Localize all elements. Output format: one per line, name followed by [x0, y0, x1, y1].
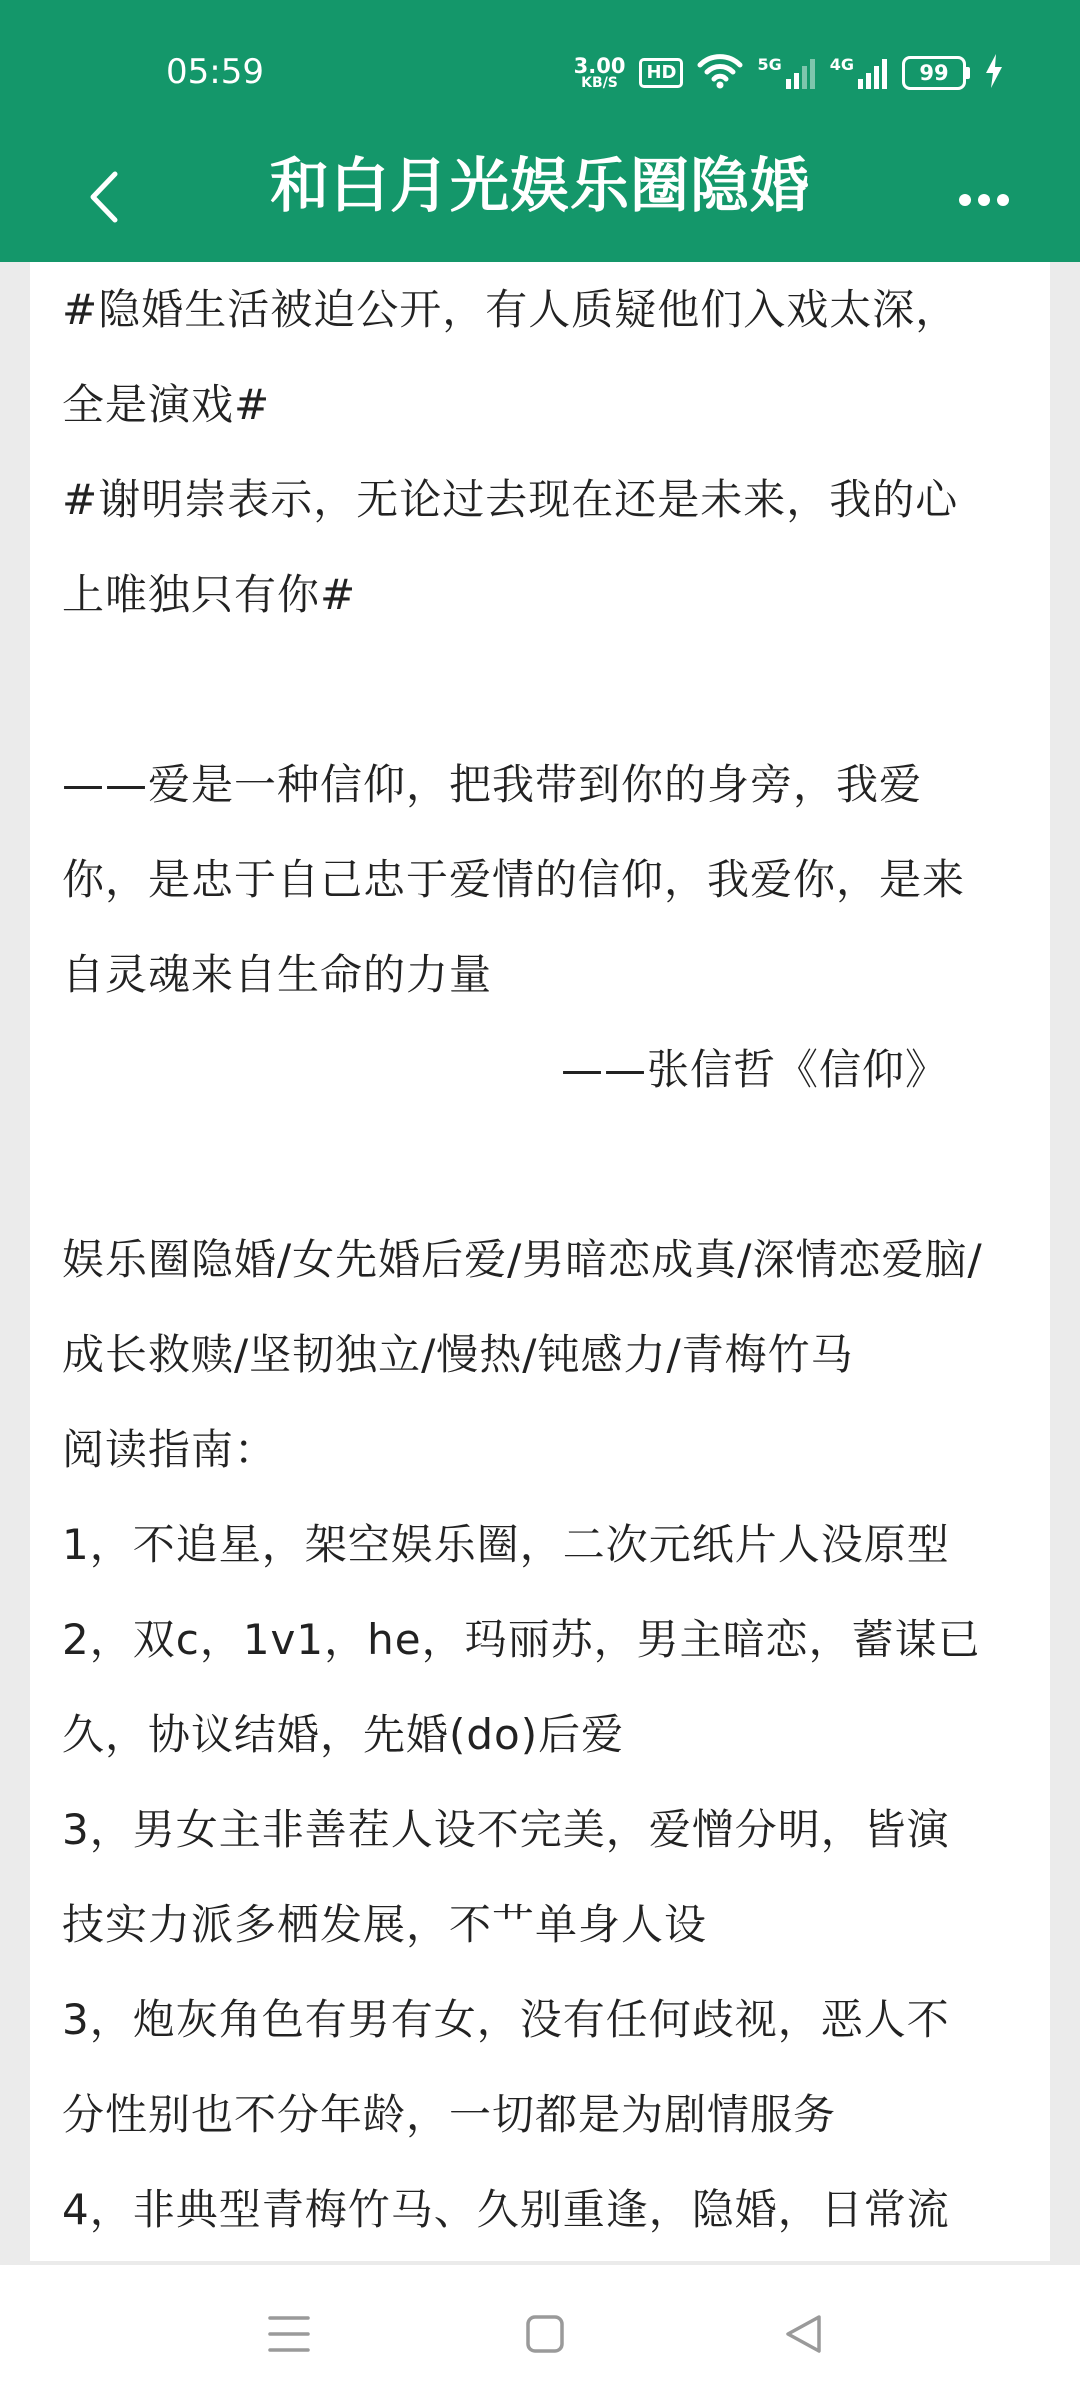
- back-button[interactable]: [72, 160, 136, 234]
- nav-bar: [0, 140, 1080, 262]
- signal-5g-label: 5G: [757, 55, 782, 74]
- text-line: 全是演戏#: [62, 380, 271, 429]
- article-text: [30, 262, 1050, 2257]
- text-line: 4，非典型青梅竹马、久别重逢，隐婚，日常流: [62, 2185, 950, 2234]
- hd-badge: HD: [639, 58, 683, 88]
- status-icons: [574, 50, 1004, 96]
- text-line: #谢明崇表示，无论过去现在还是未来，我的心: [62, 475, 959, 524]
- network-speed: [574, 56, 626, 90]
- text-line: 自灵魂来自生命的力量: [62, 950, 493, 999]
- text-line: 分性别也不分年龄，一切都是为剧情服务: [62, 2090, 837, 2139]
- more-button[interactable]: [944, 170, 1024, 230]
- text-line: 2，双c，1v1，he，玛丽苏，男主暗恋，蓄谋已: [62, 1615, 981, 1664]
- text-line: 久，协议结婚，先婚(do)后爱: [62, 1710, 625, 1759]
- recent-apps-button[interactable]: [254, 2299, 324, 2369]
- system-navigation-bar: [0, 2265, 1080, 2400]
- home-button[interactable]: [510, 2299, 580, 2369]
- text-line: ——爱是一种信仰，把我带到你的身旁，我爱: [62, 760, 923, 809]
- text-line: 成长救赎/坚韧独立/慢热/钝感力/青梅竹马: [62, 1330, 854, 1379]
- app-header: [0, 0, 1080, 262]
- back-arrow-icon: [87, 170, 121, 224]
- network-speed-unit: KB/S: [581, 75, 618, 91]
- signal-4g-label: 4G: [829, 55, 854, 74]
- signal-5g-icon: [757, 57, 815, 89]
- text-line: 1，不追星，架空娱乐圈，二次元纸片人没原型: [62, 1520, 950, 1569]
- signal-4g-icon: [830, 57, 888, 89]
- menu-icon: [268, 2314, 310, 2354]
- text-line: 你，是忠于自己忠于爱情的信仰，我爱你，是来: [62, 855, 966, 904]
- text-line: 3，男女主非善茬人设不完美，爱憎分明，皆演: [62, 1805, 950, 1854]
- text-line: 娱乐圈隐婚/女先婚后爱/男暗恋成真/深情恋爱脑/: [62, 1235, 983, 1284]
- quote-attribution: ——张信哲《信仰》: [560, 1045, 948, 1094]
- page-title: 和白月光娱乐圈隐婚: [269, 151, 810, 220]
- system-back-button[interactable]: [768, 2299, 838, 2369]
- text-line: #隐婚生活被迫公开，有人质疑他们入戏太深，: [62, 285, 959, 334]
- charging-icon: [984, 54, 1004, 92]
- text-line: 上唯独只有你#: [62, 570, 357, 619]
- battery-tip: [966, 67, 970, 79]
- text-line: 阅读指南：: [62, 1425, 278, 1474]
- home-square-icon: [525, 2314, 565, 2354]
- battery-level: 99: [902, 56, 966, 90]
- network-speed-value: 3.00: [573, 54, 626, 78]
- blank-line: [62, 1117, 1018, 1212]
- text-line: 技实力派多栖发展，不艹单身人设: [62, 1900, 708, 1949]
- wifi-icon: [697, 53, 743, 93]
- status-time: 05:59: [166, 52, 264, 92]
- reading-content[interactable]: [30, 262, 1050, 2261]
- more-dots-icon: [958, 193, 1010, 207]
- blank-line: [62, 642, 1018, 737]
- back-triangle-icon: [783, 2313, 823, 2355]
- status-bar: [0, 0, 1080, 140]
- battery-icon: [902, 56, 970, 90]
- text-line: 3，炮灰角色有男有女，没有任何歧视，恶人不: [62, 1995, 950, 2044]
